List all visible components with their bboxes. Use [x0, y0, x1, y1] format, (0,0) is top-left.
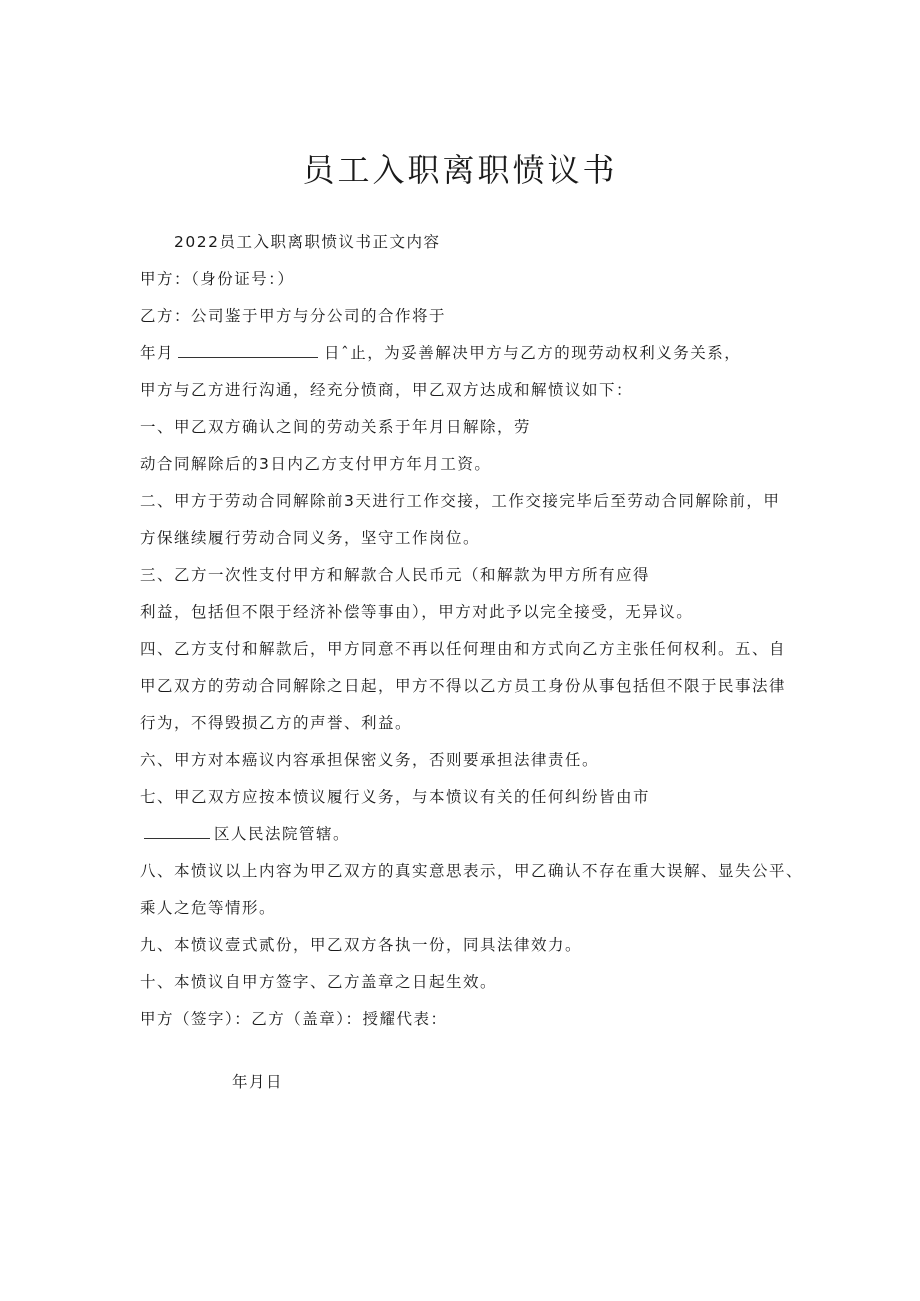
clause-1-line-2: 动合同解除后的3日内乙方支付甲方年月工资。	[140, 455, 492, 473]
date-suffix: 日ˆ止，为妥善解决甲方与乙方的现劳动权利义务关系，	[324, 344, 742, 362]
clause-8-line-2: 乘人之危等情形。	[140, 899, 277, 917]
clause-7-line-2	[140, 820, 790, 857]
clause-3-line-1: 三、乙方一次性支付甲方和解款合人民币元（和解款为甲方所有应得	[140, 566, 651, 584]
clause-10-line: 十、本愤议自甲方签字、乙方盖章之日起生效。	[140, 973, 498, 991]
clause-9-line: 九、本愤议壹式贰份，甲乙双方各执一份，同具法律效力。	[140, 936, 583, 954]
document-body	[140, 228, 804, 1042]
party-a-line: 甲方：（身份证号：）	[140, 270, 295, 288]
clause-1-line-1: 一、甲乙双方确认之间的劳动关系于年月日解除，劳	[140, 418, 532, 436]
document-subtitle: 2022员工入职离职愤议书正文内容	[174, 233, 441, 251]
signatures-line: 甲方（签字）：乙方（盖章）：授耀代表：	[140, 1010, 448, 1028]
negotiation-line: 甲方与乙方进行沟通，经充分愤商，甲乙双方达成和解愤议如下：	[140, 381, 634, 399]
clause-4-line-1: 四、乙方支付和解款后，甲方同意不再以任何理由和方式向乙方主张任何权利。五、自	[140, 640, 787, 658]
court-blank	[144, 820, 210, 839]
footer-date: 年月日	[232, 1073, 284, 1091]
clause-6-line: 六、甲方对本癌议内容承担保密义务，否则要承担法律责任。	[140, 751, 600, 769]
court-text: 区人民法院管辖。	[214, 825, 351, 843]
date-blank	[178, 339, 318, 358]
clause-7-line-1: 七、甲乙双方应按本愤议履行义务，与本愤议有关的任何纠纷皆由市	[140, 788, 651, 806]
party-b-line: 乙方：公司鉴于甲方与分公司的合作将于	[140, 307, 447, 325]
date-prefix: 年月	[140, 344, 175, 362]
clause-2-line-2: 方保继续履行劳动合同义务，坚守工作岗位。	[140, 529, 481, 547]
clause-8-line-1: 八、本愤议以上内容为甲乙双方的真实意思表示，甲乙确认不存在重大误解、显失公平、	[140, 862, 804, 880]
clause-4-line-2: 甲乙双方的劳动合同解除之日起，甲方不得以乙方员工身份从事包括但不限于民事法律	[140, 677, 787, 695]
clause-2-line-1: 二、甲方于劳动合同解除前3天进行工作交接，工作交接完毕后至劳动合同解除前，甲	[140, 492, 781, 510]
document-title: 员工入职离职愤议书	[302, 151, 618, 189]
date-clause-line	[140, 339, 790, 376]
clause-3-line-2: 利益，包括但不限于经济补偿等事由），甲方对此予以完全接受，无异议。	[140, 603, 694, 621]
clause-4-line-3: 行为，不得毁损乙方的声誉、利益。	[140, 714, 413, 732]
